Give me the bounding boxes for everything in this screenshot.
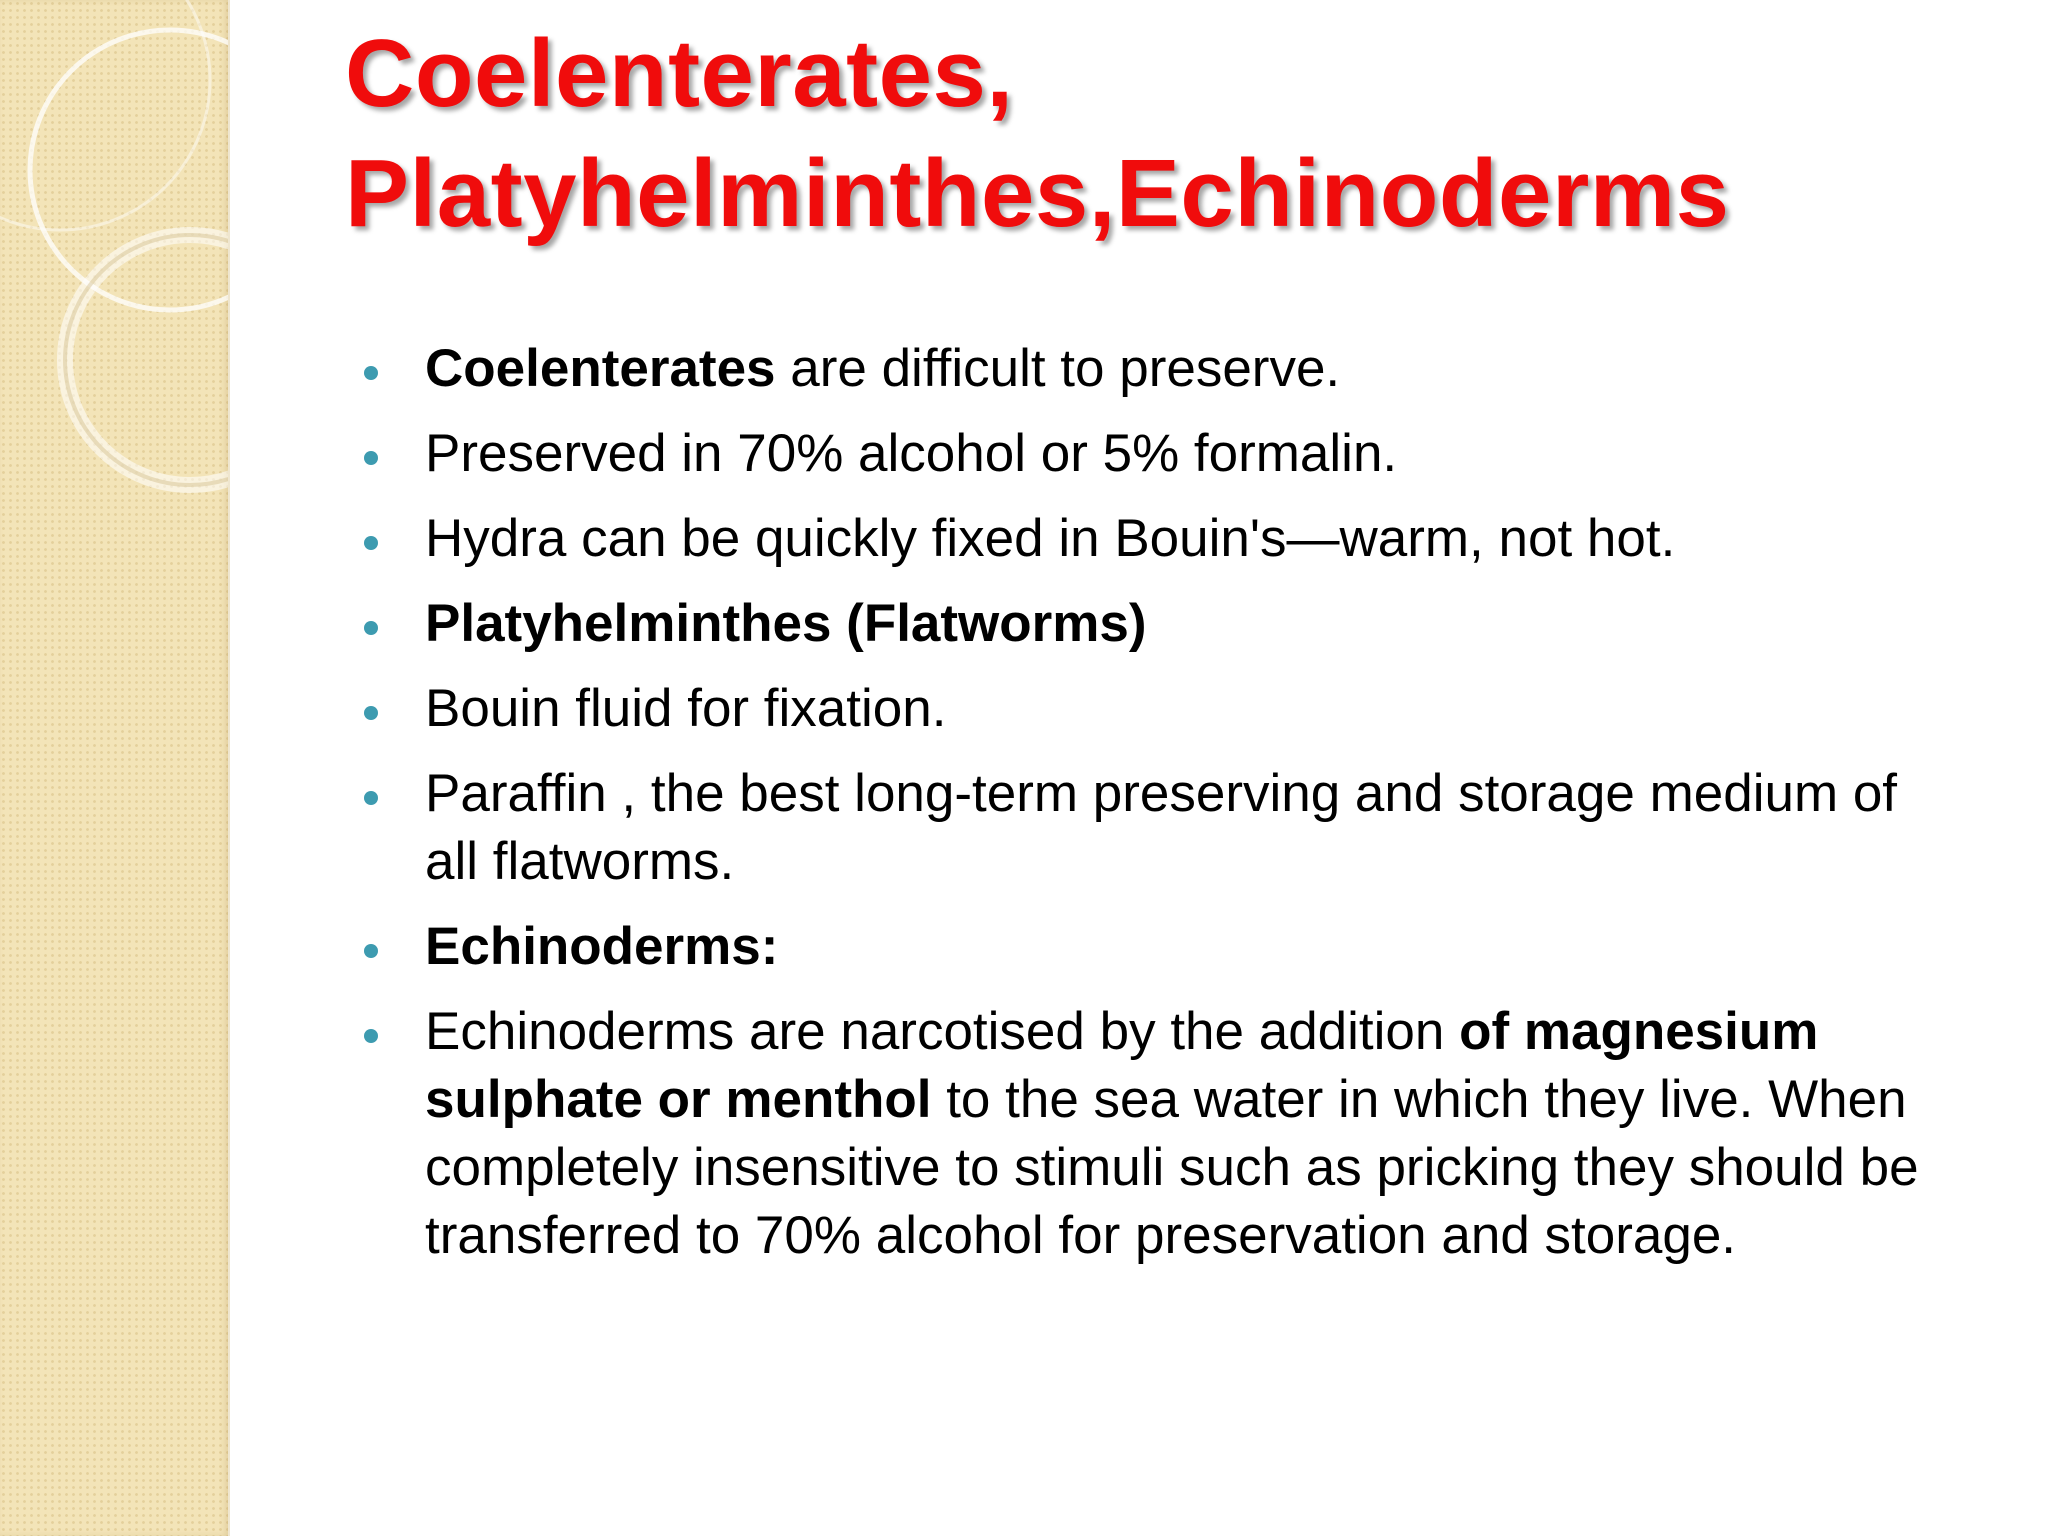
bullet-bold-text: Platyhelminthes (Flatworms) [425,594,1147,653]
title-line-2: Platyhelminthes,Echinoderms [345,140,1730,247]
bullet-item-1 [360,335,1960,403]
bullet-text: Echinoderms are narcotised by the addition [425,1002,1460,1061]
sidebar-divider [228,0,230,1536]
bullet-dot-icon [364,536,378,550]
decorative-sidebar [0,0,228,1536]
bullet-dot-icon [364,791,378,805]
bullet-text: Hydra can be quickly fixed in Bouin's—warm, not hot. [425,509,1676,568]
bullet-dot-icon [364,1029,378,1043]
bullet-text: to the sea water in which they live. When completely insensitive to stimuli such as pricking they should be transferred to 70% alcohol for preservation and storage. [425,1070,1919,1265]
title-line-1: Coelenterates, [345,20,1014,127]
bullet-bold-text: of magnesium sulphate or menthol [425,1002,1819,1129]
bullet-item-6 [360,760,1960,896]
bullet-list [360,335,1960,1287]
bullet-text: are difficult to preserve. [775,339,1341,398]
bullet-item-5 [360,675,1960,743]
bullet-dot-icon [364,366,378,380]
bullet-item-7 [360,913,1960,981]
bullet-text: Paraffin , the best long-term preserving and storage medium of all flatworms. [425,764,1898,891]
decorative-rings-graphic [0,0,228,1536]
bullet-text: Bouin fluid for fixation. [425,679,947,738]
bullet-item-8 [360,998,1960,1270]
bullet-item-4 [360,590,1960,658]
slide-title [345,14,2005,254]
bullet-dot-icon [364,706,378,720]
bullet-bold-text: Coelenterates [425,339,776,398]
bullet-dot-icon [364,944,378,958]
bullet-bold-text: Echinoderms: [425,917,779,976]
bullet-text: Preserved in 70% alcohol or 5% formalin. [425,424,1398,483]
bullet-item-2 [360,420,1960,488]
bullet-dot-icon [364,621,378,635]
bullet-item-3 [360,505,1960,573]
bullet-dot-icon [364,451,378,465]
